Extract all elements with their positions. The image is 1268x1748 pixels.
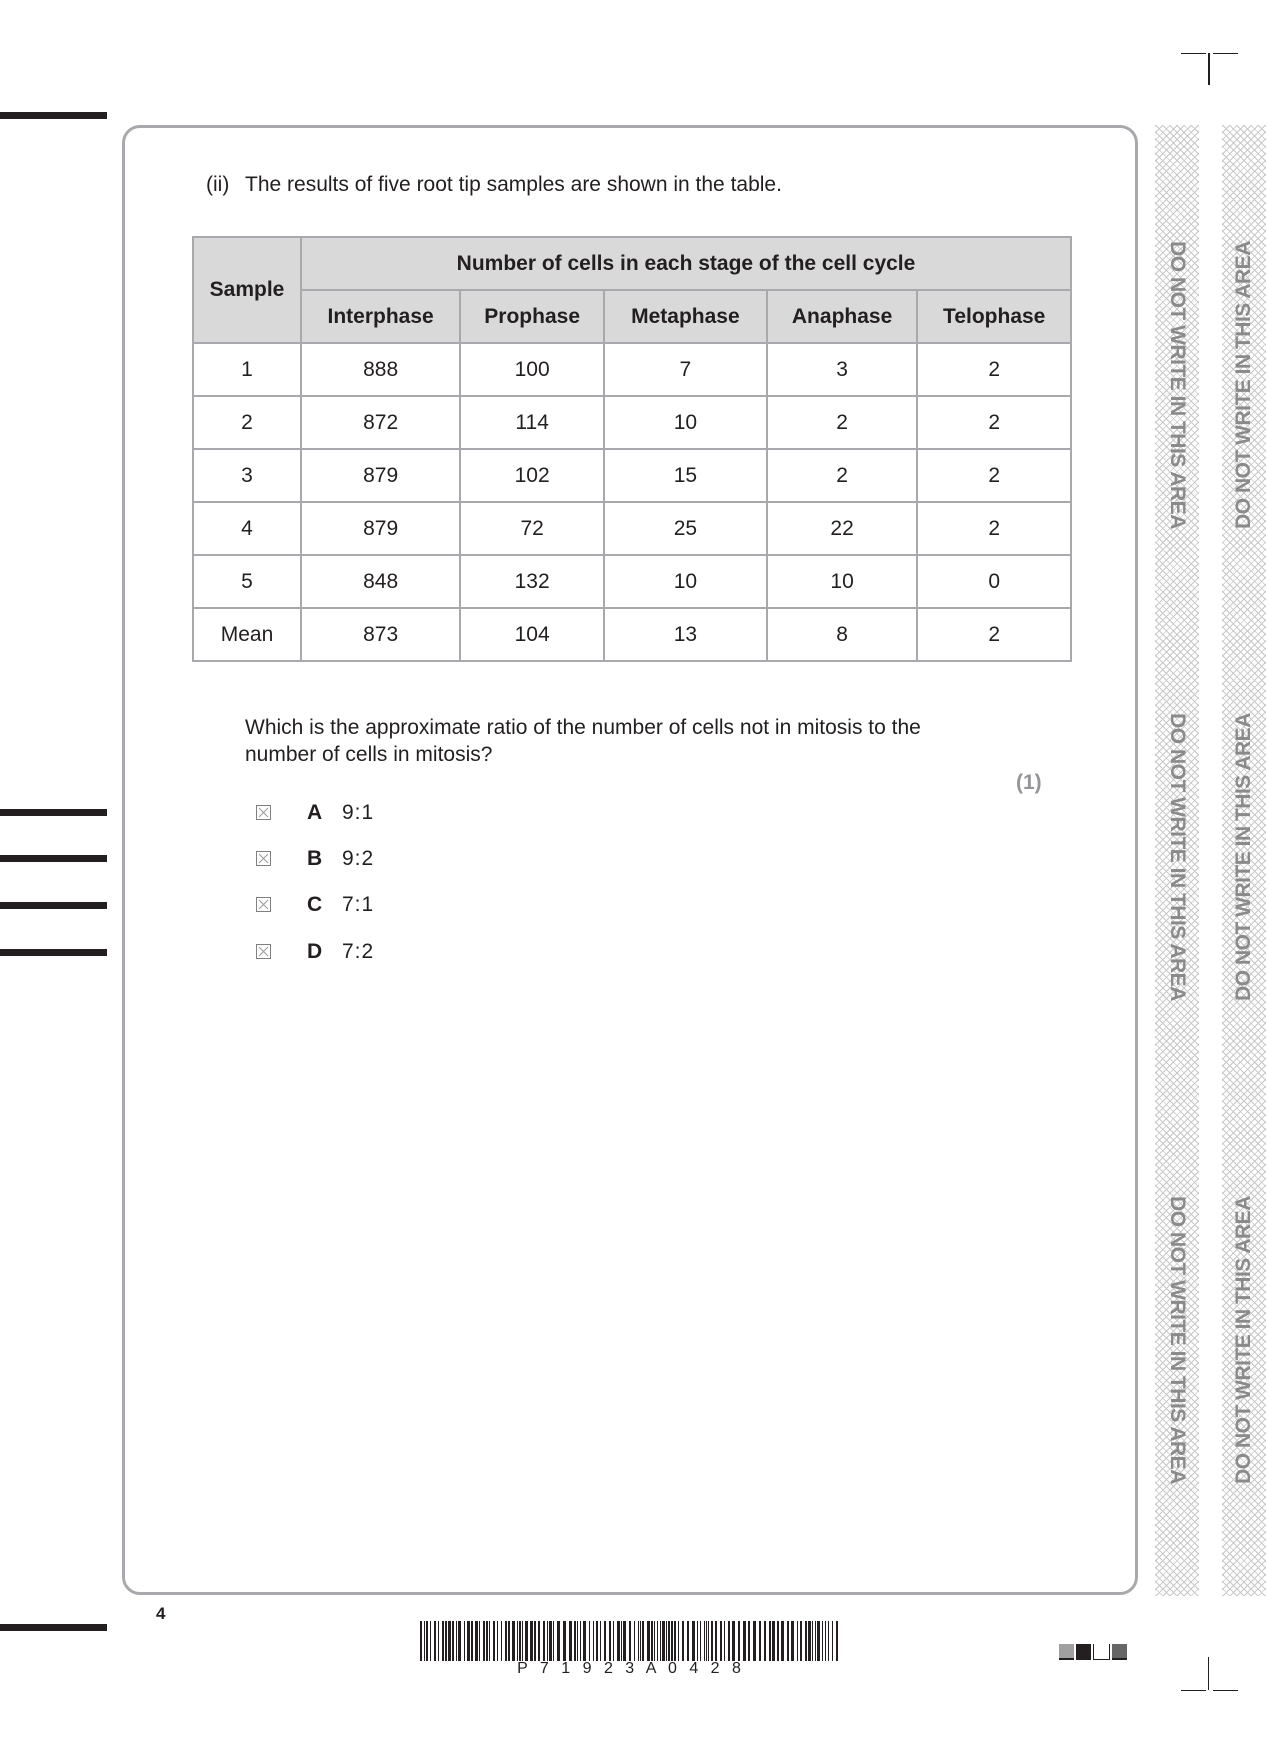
- barcode-bar: [583, 1621, 586, 1661]
- option-value: 9:1: [342, 801, 375, 824]
- barcode-bar: [692, 1621, 695, 1661]
- results-table: [192, 236, 1072, 662]
- barcode-bar: [704, 1621, 705, 1661]
- table-cell: 848: [301, 555, 460, 608]
- barcode-bar: [642, 1621, 644, 1661]
- table-cell: 3: [767, 343, 918, 396]
- barcode-bar: [445, 1621, 447, 1661]
- barcode-bar: [547, 1621, 548, 1661]
- table-cell: 104: [460, 608, 604, 661]
- margin-bar: [0, 949, 107, 956]
- table-cell: 873: [301, 608, 460, 661]
- barcode-bar: [593, 1621, 594, 1661]
- barcode-bar: [787, 1621, 789, 1661]
- barcode-bar: [569, 1621, 572, 1661]
- barcode-bar: [452, 1621, 454, 1661]
- barcode-bar: [832, 1621, 833, 1661]
- barcode-bar: [772, 1621, 775, 1661]
- barcode-text: P 7 1 9 2 3 A 0 4 2 8: [517, 1660, 745, 1677]
- barcode-bar: [715, 1621, 717, 1661]
- table-cell: 888: [301, 343, 460, 396]
- column-header: Metaphase: [604, 290, 767, 343]
- barcode-bar: [448, 1621, 451, 1661]
- barcode-bar: [640, 1621, 641, 1661]
- barcode-bar: [486, 1621, 488, 1661]
- question-intro: The results of five root tip samples are shown in the table.: [245, 173, 782, 196]
- barcode-bar: [530, 1621, 533, 1661]
- barcode-bar: [549, 1621, 552, 1661]
- barcode-bar: [634, 1621, 635, 1661]
- barcode-bar: [791, 1621, 794, 1661]
- table-cell: 879: [301, 502, 460, 555]
- table-row: [193, 502, 1071, 555]
- barcode-bar: [797, 1621, 798, 1661]
- table-cell: 7: [604, 343, 767, 396]
- barcode-bar: [621, 1621, 622, 1661]
- barcode-bar: [589, 1621, 590, 1661]
- barcode-bar: [654, 1621, 655, 1661]
- barcode-bar: [563, 1621, 566, 1661]
- barcode-bar: [800, 1621, 802, 1661]
- barcode-bar: [464, 1621, 465, 1661]
- barcode-bar: [471, 1621, 473, 1661]
- crop-mark: [1181, 1690, 1206, 1691]
- barcode-bar: [557, 1621, 560, 1661]
- crop-mark: [1181, 53, 1206, 54]
- barcode-bar: [668, 1621, 670, 1661]
- answer-checkbox[interactable]: [256, 805, 271, 820]
- table-cell: 13: [604, 608, 767, 661]
- table-cell: 102: [460, 449, 604, 502]
- barcode-bar: [483, 1621, 485, 1661]
- table-cell: 72: [460, 502, 604, 555]
- table-cell: 2: [917, 608, 1071, 661]
- barcode-bar: [738, 1621, 740, 1661]
- page-number: 4: [156, 1604, 166, 1623]
- barcode-bar: [697, 1621, 698, 1661]
- table-cell: 2: [917, 343, 1071, 396]
- barcode-bar: [836, 1621, 838, 1661]
- barcode-bar: [596, 1621, 598, 1661]
- crop-mark: [1213, 53, 1238, 54]
- table-cell: 2: [767, 396, 918, 449]
- option-value: 9:2: [342, 847, 375, 870]
- barcode-bar: [748, 1621, 750, 1661]
- option-value: 7:2: [342, 940, 375, 963]
- barcode-bar: [657, 1621, 658, 1661]
- crop-mark: [1208, 1657, 1209, 1690]
- cross-icon: [257, 945, 270, 958]
- barcode-bar: [647, 1621, 650, 1661]
- barcode-bar: [430, 1621, 431, 1661]
- barcode-bar: [519, 1621, 521, 1661]
- barcode-bar: [600, 1621, 601, 1661]
- option-value: 7:1: [342, 893, 375, 916]
- table-row: [193, 343, 1071, 396]
- barcode-bar: [638, 1621, 639, 1661]
- table-cell: Mean: [193, 608, 301, 661]
- barcode-bar: [666, 1621, 667, 1661]
- barcode-bar: [613, 1621, 614, 1661]
- barcode-bar: [817, 1621, 820, 1661]
- barcode-bar: [732, 1621, 735, 1661]
- margin-bar: [0, 1624, 107, 1631]
- table-row: [193, 555, 1071, 608]
- table-row: [193, 449, 1071, 502]
- barcode-bar: [497, 1621, 498, 1661]
- barcode-bar: [753, 1621, 756, 1661]
- barcode-bar: [764, 1621, 766, 1661]
- table-cell: 872: [301, 396, 460, 449]
- column-header: Telophase: [917, 290, 1071, 343]
- barcode-bar: [517, 1621, 518, 1661]
- column-header: Prophase: [460, 290, 604, 343]
- option-letter: B: [307, 847, 323, 870]
- barcode-bar: [493, 1621, 495, 1661]
- table-row: [193, 608, 1071, 661]
- barcode-bar: [426, 1621, 428, 1661]
- barcode-bar: [724, 1621, 725, 1661]
- answer-checkbox[interactable]: [256, 944, 271, 959]
- do-not-write-label: DO NOT WRITE IN THIS AREA: [1166, 241, 1189, 529]
- barcode-bar: [617, 1621, 620, 1661]
- barcode-bar: [577, 1621, 578, 1661]
- barcode-bar: [777, 1621, 779, 1661]
- barcode-bar: [674, 1621, 676, 1661]
- column-header: Interphase: [301, 290, 460, 343]
- barcode-bar: [759, 1621, 761, 1661]
- barcode-bar: [822, 1621, 823, 1661]
- barcode-bar: [706, 1621, 707, 1661]
- barcode-bar: [678, 1621, 679, 1661]
- barcode-bar: [662, 1621, 665, 1661]
- do-not-write-label: DO NOT WRITE IN THIS AREA: [1232, 241, 1255, 529]
- table-cell: 10: [767, 555, 918, 608]
- barcode-bar: [781, 1621, 784, 1661]
- barcode-bar: [825, 1621, 826, 1661]
- option-letter: C: [307, 893, 323, 916]
- barcode-bar: [553, 1621, 554, 1661]
- barcode-bar: [522, 1621, 523, 1661]
- option-letter: A: [307, 801, 323, 824]
- barcode-bar: [604, 1621, 606, 1661]
- barcode-bar: [543, 1621, 545, 1661]
- cross-icon: [257, 806, 270, 819]
- do-not-write-stripe-inner: [1155, 125, 1199, 1596]
- barcode-bar: [720, 1621, 722, 1661]
- group-header: Number of cells in each stage of the cell cycle: [301, 237, 1071, 290]
- barcode-bar: [700, 1621, 701, 1661]
- margin-bar: [0, 809, 107, 816]
- table-cell: 4: [193, 502, 301, 555]
- barcode-bar: [438, 1621, 439, 1661]
- barcode-bar: [682, 1621, 684, 1661]
- do-not-write-label: DO NOT WRITE IN THIS AREA: [1232, 713, 1255, 1001]
- table-cell: 132: [460, 555, 604, 608]
- cross-icon: [257, 852, 270, 865]
- barcode-bar: [671, 1621, 673, 1661]
- barcode-bar: [538, 1621, 540, 1661]
- barcode-bar: [609, 1621, 611, 1661]
- table-cell: 10: [604, 396, 767, 449]
- table-cell: 3: [193, 449, 301, 502]
- answer-checkbox[interactable]: [256, 851, 271, 866]
- do-not-write-label: DO NOT WRITE IN THIS AREA: [1232, 1196, 1255, 1484]
- barcode-bar: [805, 1621, 807, 1661]
- do-not-write-label: DO NOT WRITE IN THIS AREA: [1166, 1196, 1189, 1484]
- barcode-bar: [525, 1621, 528, 1661]
- table-cell: 8: [767, 608, 918, 661]
- barcode-bar: [574, 1621, 576, 1661]
- barcode-bar: [456, 1621, 457, 1661]
- barcode-bar: [687, 1621, 689, 1661]
- barcode-bar: [660, 1621, 661, 1661]
- barcode-bar: [769, 1621, 771, 1661]
- margin-bar: [0, 902, 107, 909]
- barcode-bar: [442, 1621, 444, 1661]
- barcode-bar: [479, 1621, 480, 1661]
- table-cell: 114: [460, 396, 604, 449]
- crop-mark: [1208, 53, 1210, 85]
- question-stem-line2: number of cells in mitosis?: [245, 743, 493, 766]
- barcode-bar: [808, 1621, 811, 1661]
- table-row: [193, 396, 1071, 449]
- barcode-bar: [812, 1621, 813, 1661]
- table-cell: 2: [917, 449, 1071, 502]
- barcode-bar: [420, 1621, 422, 1661]
- crop-mark: [1213, 1690, 1238, 1691]
- table-cell: 15: [604, 449, 767, 502]
- table-cell: 22: [767, 502, 918, 555]
- table-cell: 10: [604, 555, 767, 608]
- option-letter: D: [307, 940, 323, 963]
- do-not-write-stripe-outer: [1222, 125, 1266, 1596]
- margin-bar: [0, 855, 107, 862]
- barcode-bar: [708, 1621, 709, 1661]
- barcode-bar: [434, 1621, 436, 1661]
- table-cell: 2: [917, 502, 1071, 555]
- cross-icon: [257, 898, 270, 911]
- barcode-bar: [629, 1621, 631, 1661]
- barcode-bar: [508, 1621, 510, 1661]
- barcode-bar: [458, 1621, 461, 1661]
- barcode-bar: [501, 1621, 502, 1661]
- barcode-bar: [505, 1621, 507, 1661]
- barcode-bar: [424, 1621, 425, 1661]
- barcode-bar: [534, 1621, 536, 1661]
- table-cell: 5: [193, 555, 301, 608]
- table-cell: 1: [193, 343, 301, 396]
- barcode-bar: [580, 1621, 581, 1661]
- barcode-bar: [475, 1621, 478, 1661]
- question-stem-line1: Which is the approximate ratio of the number of cells not in mitosis to the: [245, 716, 921, 739]
- barcode-bar: [815, 1621, 816, 1661]
- margin-bar: [0, 112, 107, 119]
- barcode-bar: [711, 1621, 713, 1661]
- question-part-label: (ii): [206, 173, 230, 196]
- table-cell: 2: [917, 396, 1071, 449]
- barcode-bar: [728, 1621, 730, 1661]
- table-cell: 879: [301, 449, 460, 502]
- barcode-bar: [489, 1621, 490, 1661]
- barcode-bar: [623, 1621, 626, 1661]
- barcode: [420, 1621, 842, 1661]
- barcode-bar: [467, 1621, 470, 1661]
- table-cell: 25: [604, 502, 767, 555]
- barcode-bar: [651, 1621, 653, 1661]
- do-not-write-label: DO NOT WRITE IN THIS AREA: [1166, 713, 1189, 1001]
- marks-label: (1): [1016, 771, 1042, 794]
- sample-header: Sample: [193, 237, 301, 343]
- answer-checkbox[interactable]: [256, 897, 271, 912]
- registration-squares: [1059, 1644, 1127, 1660]
- column-header: Anaphase: [767, 290, 918, 343]
- barcode-bar: [512, 1621, 515, 1661]
- barcode-bar: [743, 1621, 746, 1661]
- table-cell: 2: [193, 396, 301, 449]
- table-cell: 0: [917, 555, 1071, 608]
- table-cell: 2: [767, 449, 918, 502]
- table-cell: 100: [460, 343, 604, 396]
- barcode-bar: [828, 1621, 829, 1661]
